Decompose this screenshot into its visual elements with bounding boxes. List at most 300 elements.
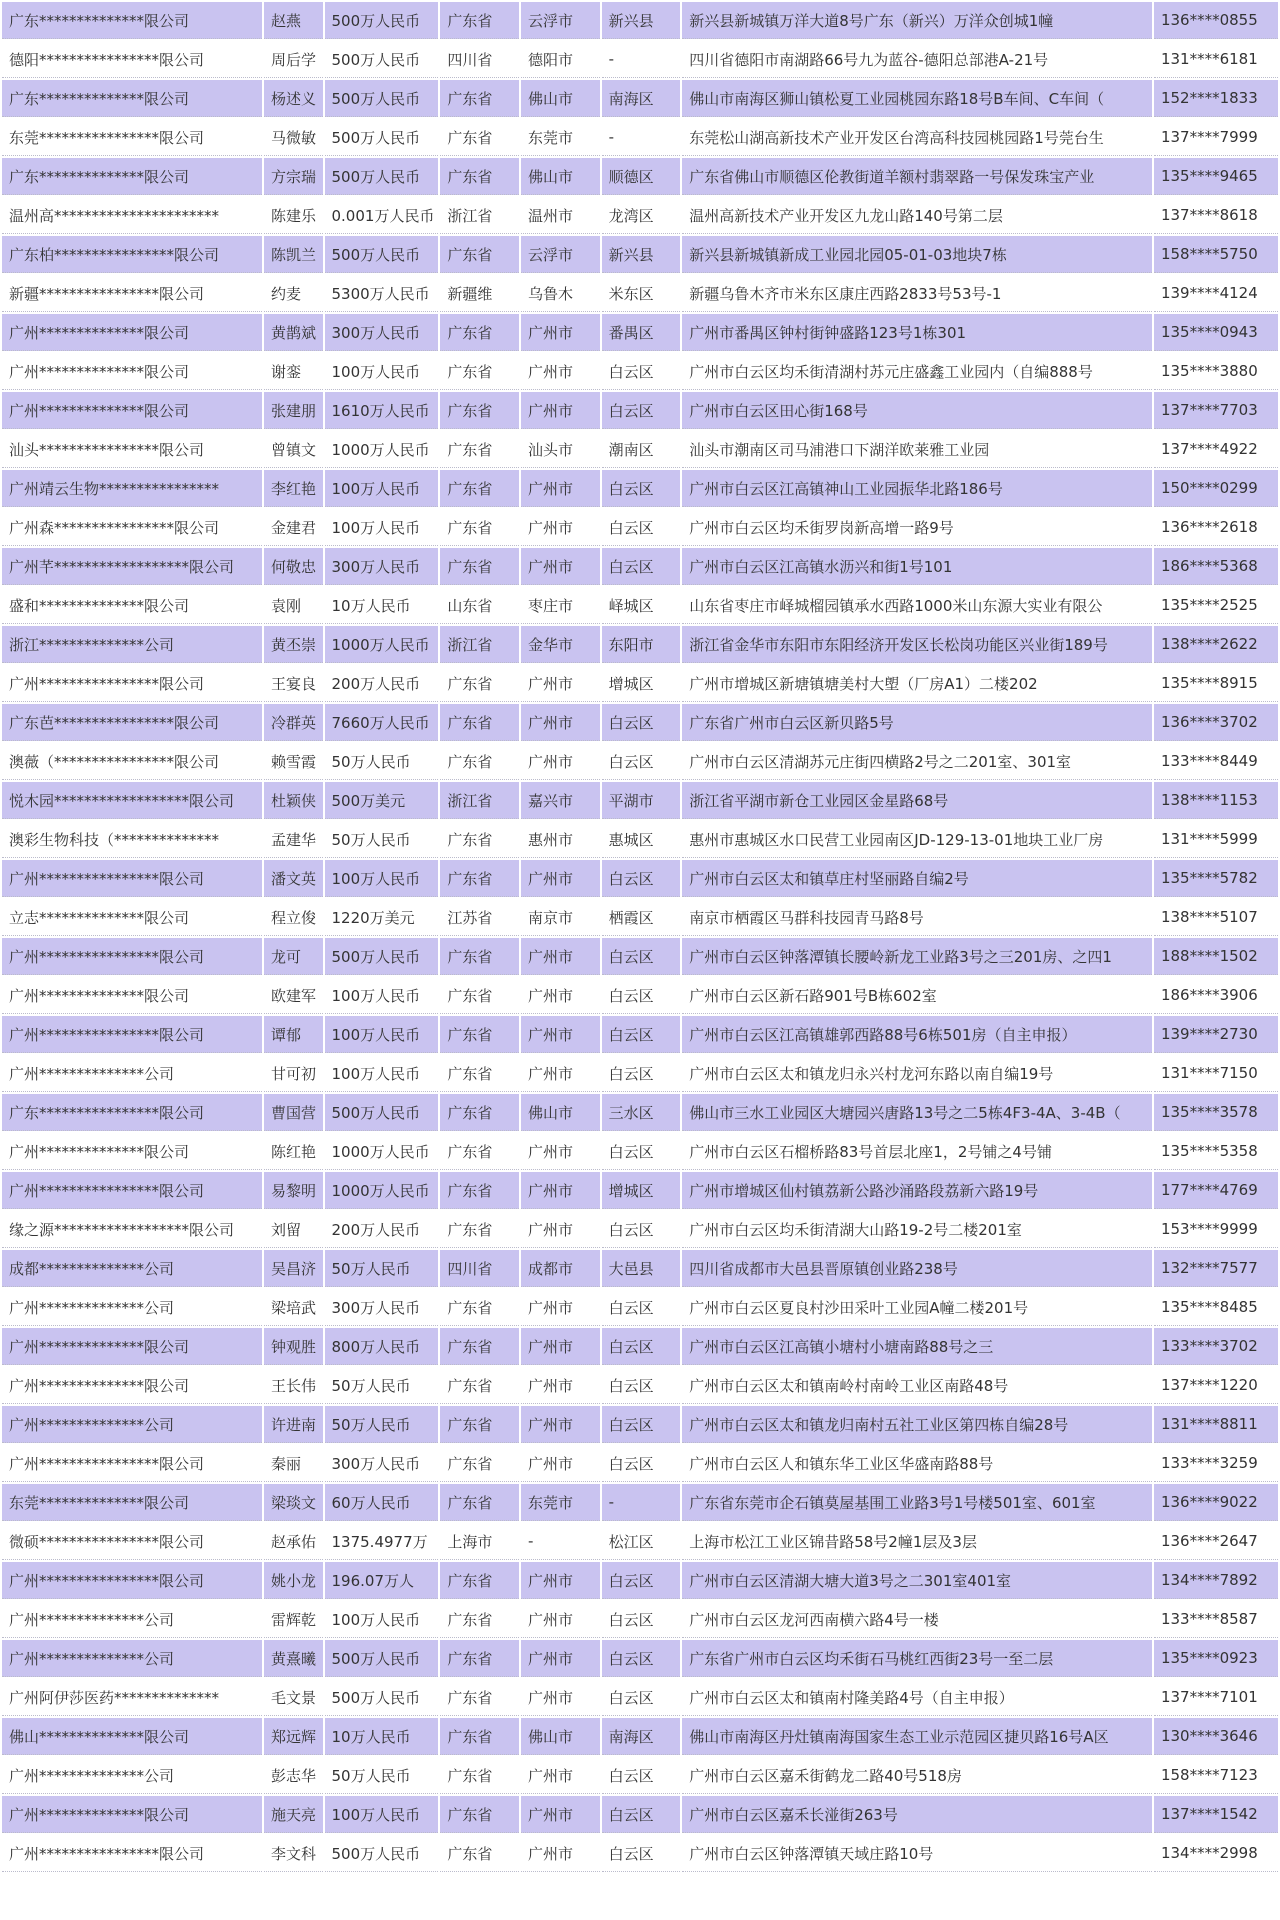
province-cell: 浙江省 bbox=[440, 197, 519, 234]
city-cell: 德阳市 bbox=[521, 41, 600, 78]
legal-person-cell: 姚小龙 bbox=[264, 1562, 322, 1599]
address-cell: 山东省枣庄市峄城榴园镇承水西路1000米山东源大实业有限公 bbox=[682, 587, 1152, 624]
legal-person-cell: 王长伟 bbox=[264, 1367, 322, 1404]
district-cell: 南海区 bbox=[602, 80, 681, 117]
legal-person-cell: 孟建华 bbox=[264, 821, 322, 858]
district-cell: 白云区 bbox=[602, 1640, 681, 1677]
table-row bbox=[2, 821, 1278, 858]
district-cell: 白云区 bbox=[602, 704, 681, 741]
table-row bbox=[2, 938, 1278, 975]
legal-person-cell: 郑远辉 bbox=[264, 1718, 322, 1755]
company-name-cell: 广州**************限公司 bbox=[2, 353, 262, 390]
phone-cell: 135****8485 bbox=[1154, 1289, 1278, 1326]
district-cell: 白云区 bbox=[602, 548, 681, 585]
district-cell: 白云区 bbox=[602, 509, 681, 546]
company-name-cell: 广州****************限公司 bbox=[2, 1016, 262, 1053]
table-row bbox=[2, 119, 1278, 156]
address-cell: 广东省东莞市企石镇莫屋基围工业路3号1号楼501室、601室 bbox=[682, 1484, 1152, 1521]
district-cell: 大邑县 bbox=[602, 1250, 681, 1287]
registered-capital-cell: 500万美元 bbox=[325, 782, 439, 819]
registered-capital-cell: 200万人民币 bbox=[325, 665, 439, 702]
address-cell: 温州高新技术产业开发区九龙山路140号第二层 bbox=[682, 197, 1152, 234]
registered-capital-cell: 100万人民币 bbox=[325, 353, 439, 390]
address-cell: 新兴县新城镇万洋大道8号广东（新兴）万洋众创城1幢 bbox=[682, 2, 1152, 39]
address-cell: 南京市栖霞区马群科技园青马路8号 bbox=[682, 899, 1152, 936]
city-cell: 广州市 bbox=[521, 1289, 600, 1326]
registered-capital-cell: 100万人民币 bbox=[325, 1796, 439, 1833]
city-cell: 广州市 bbox=[521, 470, 600, 507]
registered-capital-cell: 500万人民币 bbox=[325, 1835, 439, 1872]
legal-person-cell: 吴昌济 bbox=[264, 1250, 322, 1287]
legal-person-cell: 约麦 bbox=[264, 275, 322, 312]
district-cell: 白云区 bbox=[602, 1367, 681, 1404]
company-name-cell: 广州****************限公司 bbox=[2, 938, 262, 975]
phone-cell: 135****8915 bbox=[1154, 665, 1278, 702]
city-cell: 佛山市 bbox=[521, 80, 600, 117]
company-name-cell: 广州****************限公司 bbox=[2, 1835, 262, 1872]
province-cell: 广东省 bbox=[440, 1172, 519, 1209]
legal-person-cell: 赵承佑 bbox=[264, 1523, 322, 1560]
company-name-cell: 广州**************限公司 bbox=[2, 314, 262, 351]
registered-capital-cell: 300万人民币 bbox=[325, 1445, 439, 1482]
city-cell: 广州市 bbox=[521, 1601, 600, 1638]
province-cell: 广东省 bbox=[440, 1016, 519, 1053]
legal-person-cell: 杜颖侠 bbox=[264, 782, 322, 819]
province-cell: 广东省 bbox=[440, 431, 519, 468]
province-cell: 广东省 bbox=[440, 1367, 519, 1404]
province-cell: 广东省 bbox=[440, 1211, 519, 1248]
company-name-cell: 东莞**************限公司 bbox=[2, 1484, 262, 1521]
company-name-cell: 广州芊******************限公司 bbox=[2, 548, 262, 585]
registered-capital-cell: 100万人民币 bbox=[325, 1601, 439, 1638]
address-cell: 广州市白云区新石路901号B栋602室 bbox=[682, 977, 1152, 1014]
address-cell: 广州市白云区均禾街清湖大山路19-2号二楼201室 bbox=[682, 1211, 1152, 1248]
province-cell: 广东省 bbox=[440, 1562, 519, 1599]
address-cell: 广州市白云区均禾街罗岗新高增一路9号 bbox=[682, 509, 1152, 546]
table-row bbox=[2, 1601, 1278, 1638]
province-cell: 新疆维 bbox=[440, 275, 519, 312]
phone-cell: 135****5782 bbox=[1154, 860, 1278, 897]
city-cell: 广州市 bbox=[521, 860, 600, 897]
address-cell: 四川省成都市大邑县晋原镇创业路238号 bbox=[682, 1250, 1152, 1287]
district-cell: 白云区 bbox=[602, 1445, 681, 1482]
district-cell: 白云区 bbox=[602, 1406, 681, 1443]
table-row bbox=[2, 1757, 1278, 1794]
city-cell: 成都市 bbox=[521, 1250, 600, 1287]
company-name-cell: 广州**************限公司 bbox=[2, 392, 262, 429]
registered-capital-cell: 200万人民币 bbox=[325, 1211, 439, 1248]
legal-person-cell: 彭志华 bbox=[264, 1757, 322, 1794]
province-cell: 广东省 bbox=[440, 80, 519, 117]
registered-capital-cell: 1000万人民币 bbox=[325, 431, 439, 468]
phone-cell: 134****2998 bbox=[1154, 1835, 1278, 1872]
district-cell: 增城区 bbox=[602, 1172, 681, 1209]
registered-capital-cell: 50万人民币 bbox=[325, 1757, 439, 1794]
address-cell: 广州市白云区龙河西南横六路4号一楼 bbox=[682, 1601, 1152, 1638]
address-cell: 浙江省平湖市新仓工业园区金星路68号 bbox=[682, 782, 1152, 819]
city-cell: 汕头市 bbox=[521, 431, 600, 468]
province-cell: 广东省 bbox=[440, 236, 519, 273]
province-cell: 广东省 bbox=[440, 392, 519, 429]
address-cell: 广州市白云区钟落潭镇长腰岭新龙工业路3号之三201房、之四1 bbox=[682, 938, 1152, 975]
city-cell: 广州市 bbox=[521, 938, 600, 975]
phone-cell: 133****8587 bbox=[1154, 1601, 1278, 1638]
registered-capital-cell: 300万人民币 bbox=[325, 314, 439, 351]
district-cell: 惠城区 bbox=[602, 821, 681, 858]
address-cell: 广州市白云区均禾街清湖村苏元庄盛鑫工业园内（自编888号 bbox=[682, 353, 1152, 390]
phone-cell: 186****5368 bbox=[1154, 548, 1278, 585]
province-cell: 浙江省 bbox=[440, 626, 519, 663]
registered-capital-cell: 500万人民币 bbox=[325, 2, 439, 39]
legal-person-cell: 施天亮 bbox=[264, 1796, 322, 1833]
province-cell: 广东省 bbox=[440, 2, 519, 39]
phone-cell: 137****7999 bbox=[1154, 119, 1278, 156]
phone-cell: 152****1833 bbox=[1154, 80, 1278, 117]
city-cell: 广州市 bbox=[521, 509, 600, 546]
city-cell: 广州市 bbox=[521, 1562, 600, 1599]
company-name-cell: 温州高********************** bbox=[2, 197, 262, 234]
phone-cell: 177****4769 bbox=[1154, 1172, 1278, 1209]
address-cell: 广州市增城区新塘镇塘美村大塱（厂房A1）二楼202 bbox=[682, 665, 1152, 702]
province-cell: 广东省 bbox=[440, 1055, 519, 1092]
company-name-cell: 缘之源******************限公司 bbox=[2, 1211, 262, 1248]
province-cell: 广东省 bbox=[440, 1601, 519, 1638]
company-name-cell: 浙江**************公司 bbox=[2, 626, 262, 663]
table-row bbox=[2, 1835, 1278, 1872]
district-cell: 新兴县 bbox=[602, 236, 681, 273]
city-cell: 广州市 bbox=[521, 665, 600, 702]
legal-person-cell: 龙可 bbox=[264, 938, 322, 975]
province-cell: 广东省 bbox=[440, 548, 519, 585]
legal-person-cell: 梁琰文 bbox=[264, 1484, 322, 1521]
city-cell: 金华市 bbox=[521, 626, 600, 663]
phone-cell: 132****7577 bbox=[1154, 1250, 1278, 1287]
province-cell: 广东省 bbox=[440, 1133, 519, 1170]
city-cell: 广州市 bbox=[521, 1172, 600, 1209]
phone-cell: 135****3880 bbox=[1154, 353, 1278, 390]
table-row bbox=[2, 314, 1278, 351]
city-cell: 广州市 bbox=[521, 1211, 600, 1248]
province-cell: 广东省 bbox=[440, 314, 519, 351]
company-name-cell: 东莞****************限公司 bbox=[2, 119, 262, 156]
phone-cell: 133****8449 bbox=[1154, 743, 1278, 780]
district-cell: 白云区 bbox=[602, 1679, 681, 1716]
district-cell: 白云区 bbox=[602, 1055, 681, 1092]
province-cell: 浙江省 bbox=[440, 782, 519, 819]
city-cell: 广州市 bbox=[521, 314, 600, 351]
legal-person-cell: 曹国营 bbox=[264, 1094, 322, 1131]
table-row bbox=[2, 743, 1278, 780]
city-cell: 佛山市 bbox=[521, 1094, 600, 1131]
city-cell: 广州市 bbox=[521, 1835, 600, 1872]
province-cell: 广东省 bbox=[440, 1328, 519, 1365]
city-cell: 东莞市 bbox=[521, 119, 600, 156]
table-row bbox=[2, 1055, 1278, 1092]
legal-person-cell: 谢銮 bbox=[264, 353, 322, 390]
city-cell: 广州市 bbox=[521, 1406, 600, 1443]
province-cell: 广东省 bbox=[440, 353, 519, 390]
city-cell: - bbox=[521, 1523, 600, 1560]
phone-cell: 137****1542 bbox=[1154, 1796, 1278, 1833]
province-cell: 广东省 bbox=[440, 119, 519, 156]
district-cell: 顺德区 bbox=[602, 158, 681, 195]
table-row bbox=[2, 1523, 1278, 1560]
table-row bbox=[2, 1679, 1278, 1716]
phone-cell: 158****5750 bbox=[1154, 236, 1278, 273]
company-name-cell: 广州**************公司 bbox=[2, 1406, 262, 1443]
table-row bbox=[2, 1406, 1278, 1443]
table-row bbox=[2, 587, 1278, 624]
address-cell: 广州市白云区夏良村沙田采叶工业园A幢二楼201号 bbox=[682, 1289, 1152, 1326]
phone-cell: 138****1153 bbox=[1154, 782, 1278, 819]
province-cell: 广东省 bbox=[440, 1796, 519, 1833]
phone-cell: 139****4124 bbox=[1154, 275, 1278, 312]
table-row bbox=[2, 1367, 1278, 1404]
legal-person-cell: 谭郁 bbox=[264, 1016, 322, 1053]
district-cell: 米东区 bbox=[602, 275, 681, 312]
table-row bbox=[2, 1328, 1278, 1365]
table-row bbox=[2, 704, 1278, 741]
table-row bbox=[2, 1172, 1278, 1209]
registered-capital-cell: 60万人民币 bbox=[325, 1484, 439, 1521]
address-cell: 广州市白云区石榴桥路83号首层北座1，2号铺之4号铺 bbox=[682, 1133, 1152, 1170]
company-name-cell: 澳彩生物科技（************** bbox=[2, 821, 262, 858]
city-cell: 惠州市 bbox=[521, 821, 600, 858]
city-cell: 广州市 bbox=[521, 1133, 600, 1170]
legal-person-cell: 马微敏 bbox=[264, 119, 322, 156]
district-cell: - bbox=[602, 41, 681, 78]
phone-cell: 136****0855 bbox=[1154, 2, 1278, 39]
province-cell: 广东省 bbox=[440, 665, 519, 702]
company-name-cell: 佛山**************限公司 bbox=[2, 1718, 262, 1755]
phone-cell: 150****0299 bbox=[1154, 470, 1278, 507]
city-cell: 嘉兴市 bbox=[521, 782, 600, 819]
address-cell: 广州市白云区江高镇小塘村小塘南路88号之三 bbox=[682, 1328, 1152, 1365]
registered-capital-cell: 500万人民币 bbox=[325, 119, 439, 156]
legal-person-cell: 金建君 bbox=[264, 509, 322, 546]
address-cell: 佛山市三水工业园区大塘园兴唐路13号之二5栋4F3-4A、3-4B（ bbox=[682, 1094, 1152, 1131]
phone-cell: 135****5358 bbox=[1154, 1133, 1278, 1170]
legal-person-cell: 黄鹊斌 bbox=[264, 314, 322, 351]
city-cell: 云浮市 bbox=[521, 236, 600, 273]
table-row bbox=[2, 431, 1278, 468]
phone-cell: 188****1502 bbox=[1154, 938, 1278, 975]
company-name-cell: 广东芭****************限公司 bbox=[2, 704, 262, 741]
table-row bbox=[2, 860, 1278, 897]
city-cell: 云浮市 bbox=[521, 2, 600, 39]
registered-capital-cell: 0.001万人民币 bbox=[325, 197, 439, 234]
phone-cell: 153****9999 bbox=[1154, 1211, 1278, 1248]
phone-cell: 136****9022 bbox=[1154, 1484, 1278, 1521]
registered-capital-cell: 800万人民币 bbox=[325, 1328, 439, 1365]
address-cell: 新兴县新城镇新成工业园北园05-01-03地块7栋 bbox=[682, 236, 1152, 273]
city-cell: 广州市 bbox=[521, 548, 600, 585]
district-cell: 白云区 bbox=[602, 1211, 681, 1248]
legal-person-cell: 曾镇文 bbox=[264, 431, 322, 468]
district-cell: 白云区 bbox=[602, 1133, 681, 1170]
district-cell: 增城区 bbox=[602, 665, 681, 702]
registered-capital-cell: 1220万美元 bbox=[325, 899, 439, 936]
company-name-cell: 广州**************公司 bbox=[2, 1289, 262, 1326]
province-cell: 四川省 bbox=[440, 41, 519, 78]
legal-person-cell: 程立俊 bbox=[264, 899, 322, 936]
phone-cell: 136****3702 bbox=[1154, 704, 1278, 741]
company-name-cell: 广州****************限公司 bbox=[2, 665, 262, 702]
city-cell: 广州市 bbox=[521, 1367, 600, 1404]
phone-cell: 139****2730 bbox=[1154, 1016, 1278, 1053]
table-row bbox=[2, 1640, 1278, 1677]
legal-person-cell: 甘可初 bbox=[264, 1055, 322, 1092]
city-cell: 广州市 bbox=[521, 1445, 600, 1482]
phone-cell: 158****7123 bbox=[1154, 1757, 1278, 1794]
address-cell: 广东省广州市白云区新贝路5号 bbox=[682, 704, 1152, 741]
address-cell: 浙江省金华市东阳市东阳经济开发区长松岗功能区兴业街189号 bbox=[682, 626, 1152, 663]
legal-person-cell: 李红艳 bbox=[264, 470, 322, 507]
legal-person-cell: 方宗瑞 bbox=[264, 158, 322, 195]
registered-capital-cell: 1000万人民币 bbox=[325, 626, 439, 663]
table-row bbox=[2, 782, 1278, 819]
company-name-cell: 广州****************限公司 bbox=[2, 1445, 262, 1482]
company-name-cell: 广州****************限公司 bbox=[2, 1172, 262, 1209]
district-cell: 峄城区 bbox=[602, 587, 681, 624]
company-name-cell: 广东**************限公司 bbox=[2, 80, 262, 117]
registered-capital-cell: 100万人民币 bbox=[325, 1055, 439, 1092]
registered-capital-cell: 10万人民币 bbox=[325, 1718, 439, 1755]
phone-cell: 138****2622 bbox=[1154, 626, 1278, 663]
province-cell: 广东省 bbox=[440, 938, 519, 975]
company-name-cell: 立志**************限公司 bbox=[2, 899, 262, 936]
registered-capital-cell: 500万人民币 bbox=[325, 41, 439, 78]
phone-cell: 135****0943 bbox=[1154, 314, 1278, 351]
address-cell: 广州市白云区清湖苏元庄街四横路2号之二201室、301室 bbox=[682, 743, 1152, 780]
company-name-cell: 德阳****************限公司 bbox=[2, 41, 262, 78]
legal-person-cell: 冷群英 bbox=[264, 704, 322, 741]
city-cell: 广州市 bbox=[521, 353, 600, 390]
registered-capital-cell: 100万人民币 bbox=[325, 1016, 439, 1053]
company-name-cell: 广州**************限公司 bbox=[2, 1367, 262, 1404]
table-row bbox=[2, 1484, 1278, 1521]
table-row bbox=[2, 353, 1278, 390]
district-cell: 白云区 bbox=[602, 1016, 681, 1053]
city-cell: 枣庄市 bbox=[521, 587, 600, 624]
city-cell: 广州市 bbox=[521, 1757, 600, 1794]
legal-person-cell: 赵燕 bbox=[264, 2, 322, 39]
district-cell: 潮南区 bbox=[602, 431, 681, 468]
phone-cell: 137****4922 bbox=[1154, 431, 1278, 468]
table-row bbox=[2, 899, 1278, 936]
province-cell: 广东省 bbox=[440, 977, 519, 1014]
legal-person-cell: 何敬忠 bbox=[264, 548, 322, 585]
company-name-cell: 广东**************限公司 bbox=[2, 2, 262, 39]
district-cell: 松江区 bbox=[602, 1523, 681, 1560]
legal-person-cell: 潘文英 bbox=[264, 860, 322, 897]
address-cell: 广州市白云区人和镇东华工业区华盛南路88号 bbox=[682, 1445, 1152, 1482]
city-cell: 广州市 bbox=[521, 392, 600, 429]
phone-cell: 135****0923 bbox=[1154, 1640, 1278, 1677]
city-cell: 广州市 bbox=[521, 1055, 600, 1092]
company-name-cell: 广州**************公司 bbox=[2, 1757, 262, 1794]
province-cell: 广东省 bbox=[440, 743, 519, 780]
phone-cell: 137****1220 bbox=[1154, 1367, 1278, 1404]
registered-capital-cell: 50万人民币 bbox=[325, 1250, 439, 1287]
company-name-cell: 广州**************限公司 bbox=[2, 1133, 262, 1170]
table-row bbox=[2, 509, 1278, 546]
city-cell: 广州市 bbox=[521, 743, 600, 780]
registered-capital-cell: 50万人民币 bbox=[325, 1367, 439, 1404]
company-name-cell: 广东**************限公司 bbox=[2, 158, 262, 195]
district-cell: 白云区 bbox=[602, 1835, 681, 1872]
district-cell: 白云区 bbox=[602, 1601, 681, 1638]
registered-capital-cell: 500万人民币 bbox=[325, 80, 439, 117]
city-cell: 广州市 bbox=[521, 1640, 600, 1677]
phone-cell: 136****2647 bbox=[1154, 1523, 1278, 1560]
city-cell: 广州市 bbox=[521, 1796, 600, 1833]
registered-capital-cell: 1375.4977万 bbox=[325, 1523, 439, 1560]
company-name-cell: 广州****************限公司 bbox=[2, 860, 262, 897]
address-cell: 广东省佛山市顺德区伦教街道羊额村翡翠路一号保发珠宝产业 bbox=[682, 158, 1152, 195]
district-cell: 番禺区 bbox=[602, 314, 681, 351]
company-name-cell: 汕头****************限公司 bbox=[2, 431, 262, 468]
table-row bbox=[2, 1250, 1278, 1287]
company-name-cell: 广州森****************限公司 bbox=[2, 509, 262, 546]
province-cell: 广东省 bbox=[440, 821, 519, 858]
table-row bbox=[2, 1094, 1278, 1131]
district-cell: 三水区 bbox=[602, 1094, 681, 1131]
province-cell: 广东省 bbox=[440, 1406, 519, 1443]
registered-capital-cell: 196.07万人 bbox=[325, 1562, 439, 1599]
district-cell: 白云区 bbox=[602, 353, 681, 390]
table-row bbox=[2, 80, 1278, 117]
legal-person-cell: 赖雪霞 bbox=[264, 743, 322, 780]
registered-capital-cell: 500万人民币 bbox=[325, 1094, 439, 1131]
table-row bbox=[2, 1289, 1278, 1326]
city-cell: 佛山市 bbox=[521, 158, 600, 195]
province-cell: 广东省 bbox=[440, 1445, 519, 1482]
registered-capital-cell: 1000万人民币 bbox=[325, 1172, 439, 1209]
registered-capital-cell: 1000万人民币 bbox=[325, 1133, 439, 1170]
district-cell: 东阳市 bbox=[602, 626, 681, 663]
phone-cell: 131****5999 bbox=[1154, 821, 1278, 858]
legal-person-cell: 李文科 bbox=[264, 1835, 322, 1872]
district-cell: 栖霞区 bbox=[602, 899, 681, 936]
city-cell: 东莞市 bbox=[521, 1484, 600, 1521]
company-name-cell: 盛和**************限公司 bbox=[2, 587, 262, 624]
registered-capital-cell: 500万人民币 bbox=[325, 1640, 439, 1677]
table-row bbox=[2, 236, 1278, 273]
company-name-cell: 广州**************限公司 bbox=[2, 1328, 262, 1365]
company-name-cell: 广州**************限公司 bbox=[2, 977, 262, 1014]
company-name-cell: 广州**************公司 bbox=[2, 1640, 262, 1677]
legal-person-cell: 刘留 bbox=[264, 1211, 322, 1248]
table-row bbox=[2, 1133, 1278, 1170]
registered-capital-cell: 1610万人民币 bbox=[325, 392, 439, 429]
address-cell: 广州市白云区江高镇雄郭西路88号6栋501房（自主申报） bbox=[682, 1016, 1152, 1053]
registered-capital-cell: 300万人民币 bbox=[325, 548, 439, 585]
registered-capital-cell: 7660万人民币 bbox=[325, 704, 439, 741]
district-cell: 平湖市 bbox=[602, 782, 681, 819]
company-name-cell: 广州阿伊莎医药************** bbox=[2, 1679, 262, 1716]
table-row bbox=[2, 275, 1278, 312]
district-cell: 白云区 bbox=[602, 977, 681, 1014]
company-name-cell: 成都**************公司 bbox=[2, 1250, 262, 1287]
table-row bbox=[2, 1211, 1278, 1248]
district-cell: 白云区 bbox=[602, 743, 681, 780]
company-name-cell: 广州****************限公司 bbox=[2, 1562, 262, 1599]
city-cell: 广州市 bbox=[521, 1016, 600, 1053]
city-cell: 广州市 bbox=[521, 977, 600, 1014]
table-row bbox=[2, 1718, 1278, 1755]
legal-person-cell: 杨述义 bbox=[264, 80, 322, 117]
